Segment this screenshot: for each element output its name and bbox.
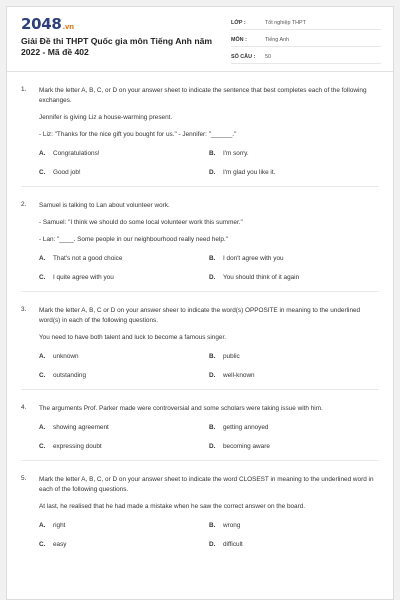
- option-c[interactable]: [39, 443, 209, 450]
- option-letter: A.: [39, 150, 46, 157]
- option-letter: D.: [209, 274, 216, 281]
- question-2: [21, 187, 379, 292]
- answer-options: [39, 353, 379, 379]
- question-number: 4.: [21, 404, 27, 411]
- answer-options: [39, 522, 379, 548]
- option-a[interactable]: [39, 522, 209, 529]
- meta-row-class: [231, 17, 381, 30]
- option-a[interactable]: [39, 353, 209, 360]
- option-letter: D.: [209, 372, 216, 379]
- option-letter: A.: [39, 424, 46, 431]
- option-letter: D.: [209, 443, 216, 450]
- option-letter: D.: [209, 169, 216, 176]
- option-d[interactable]: [209, 169, 379, 176]
- logo-text: 2048: [21, 15, 62, 33]
- option-letter: A.: [39, 522, 46, 529]
- option-text: difficult: [223, 541, 243, 548]
- answer-options: [39, 424, 379, 450]
- meta-value: 50: [265, 54, 271, 60]
- question-number: 5.: [21, 475, 27, 482]
- meta-key: SỐ CÂU :: [231, 54, 256, 60]
- option-letter: C.: [39, 541, 46, 548]
- question-3: [21, 292, 379, 390]
- question-prompt: At last, he realised that he had made a mistake when he saw the correct answer on the board.: [39, 503, 306, 510]
- option-letter: C.: [39, 372, 46, 379]
- option-text: unknown: [53, 353, 79, 360]
- option-letter: C.: [39, 274, 46, 281]
- option-c[interactable]: [39, 169, 209, 176]
- meta-row-count: [231, 51, 381, 64]
- option-text: expressing doubt: [53, 443, 102, 450]
- option-text: That's not a good choice: [53, 255, 123, 262]
- meta-key: LỚP :: [231, 20, 246, 26]
- question-prompt: - Lan: "____. Some people in our neighbourhood really need help.": [39, 236, 228, 243]
- option-d[interactable]: [209, 443, 379, 450]
- option-b[interactable]: [209, 424, 379, 431]
- option-text: public: [223, 353, 240, 360]
- answer-options: [39, 255, 379, 281]
- option-c[interactable]: [39, 372, 209, 379]
- question-instruction: Mark the letter A, B, C or D on your answer sheer to indicate the word(s) OPPOSITE in meaning to the underlined word(s) in each of the following questions.: [39, 307, 361, 324]
- meta-value: Tốt nghiệp THPT: [265, 20, 306, 26]
- option-text: becoming aware: [223, 443, 270, 450]
- option-b[interactable]: [209, 522, 379, 529]
- option-text: wrong: [223, 522, 241, 529]
- exam-page: [6, 6, 394, 600]
- question-context: - Samuel: "I think we should do some local volunteer work this summer.": [39, 219, 243, 226]
- option-text: well-known: [223, 372, 255, 379]
- option-letter: C.: [39, 169, 46, 176]
- option-text: right: [53, 522, 66, 529]
- question-instruction: Samuel is talking to Lan about volunteer work.: [39, 202, 170, 209]
- question-number: 2.: [21, 201, 27, 208]
- option-letter: A.: [39, 353, 46, 360]
- question-number: 1.: [21, 86, 27, 93]
- option-a[interactable]: [39, 255, 209, 262]
- option-d[interactable]: [209, 274, 379, 281]
- question-instruction: The arguments Prof. Parker made were controversial and some scholars were taking issue with him.: [39, 405, 323, 412]
- option-text: Good job!: [53, 169, 81, 176]
- option-text: outstanding: [53, 372, 87, 379]
- option-d[interactable]: [209, 541, 379, 548]
- option-a[interactable]: [39, 150, 209, 157]
- question-instruction: Mark the letter A, B, C, or D on your answer sheet to indicate the sentence that best completes each of the following exchanges.: [39, 87, 367, 104]
- option-a[interactable]: [39, 424, 209, 431]
- option-letter: A.: [39, 255, 46, 262]
- question-prompt: You need to have both talent and luck to become a famous singer.: [39, 334, 226, 341]
- option-text: showing agreement: [53, 424, 109, 431]
- option-b[interactable]: [209, 150, 379, 157]
- question-5: [21, 461, 379, 558]
- option-c[interactable]: [39, 274, 209, 281]
- option-b[interactable]: [209, 255, 379, 262]
- meta-value: Tiếng Anh: [265, 37, 290, 43]
- exam-meta: [231, 17, 381, 68]
- option-text: I don't agree with you: [223, 255, 284, 262]
- question-4: [21, 390, 379, 461]
- question-prompt: - Liz: "Thanks for the nice gift you bought for us." - Jennifer: "______.": [39, 131, 237, 138]
- question-instruction: Mark the letter A, B, C, or D on your answer sheet to indicate the word CLOSEST in meaning to the underlined word in each of the following questions.: [39, 476, 374, 493]
- option-b[interactable]: [209, 353, 379, 360]
- option-letter: C.: [39, 443, 46, 450]
- option-text: I quite agree with you: [53, 274, 114, 281]
- option-text: I'm glad you like it.: [223, 169, 276, 176]
- meta-key: MÔN :: [231, 37, 247, 43]
- option-letter: B.: [209, 150, 216, 157]
- option-letter: D.: [209, 541, 216, 548]
- option-text: easy: [53, 541, 67, 548]
- option-text: You should think of it again: [223, 274, 300, 281]
- option-letter: B.: [209, 424, 216, 431]
- option-letter: B.: [209, 522, 216, 529]
- option-text: getting annoyed: [223, 424, 269, 431]
- answer-options: [39, 150, 379, 176]
- question-number: 3.: [21, 306, 27, 313]
- meta-row-subject: [231, 34, 381, 47]
- option-letter: B.: [209, 353, 216, 360]
- option-text: Congratulations!: [53, 150, 100, 157]
- question-context: Jennifer is giving Liz a house-warming present.: [39, 114, 173, 121]
- option-c[interactable]: [39, 541, 209, 548]
- page-title: Giải Đề thi THPT Quốc gia môn Tiếng Anh năm 2022 - Mã đề 402: [21, 36, 212, 57]
- option-d[interactable]: [209, 372, 379, 379]
- option-text: I'm sorry.: [223, 150, 249, 157]
- option-letter: B.: [209, 255, 216, 262]
- page-header: [7, 7, 393, 71]
- question-1: [21, 72, 379, 187]
- question-list: [7, 72, 393, 558]
- logo-tld: .vn: [62, 23, 74, 31]
